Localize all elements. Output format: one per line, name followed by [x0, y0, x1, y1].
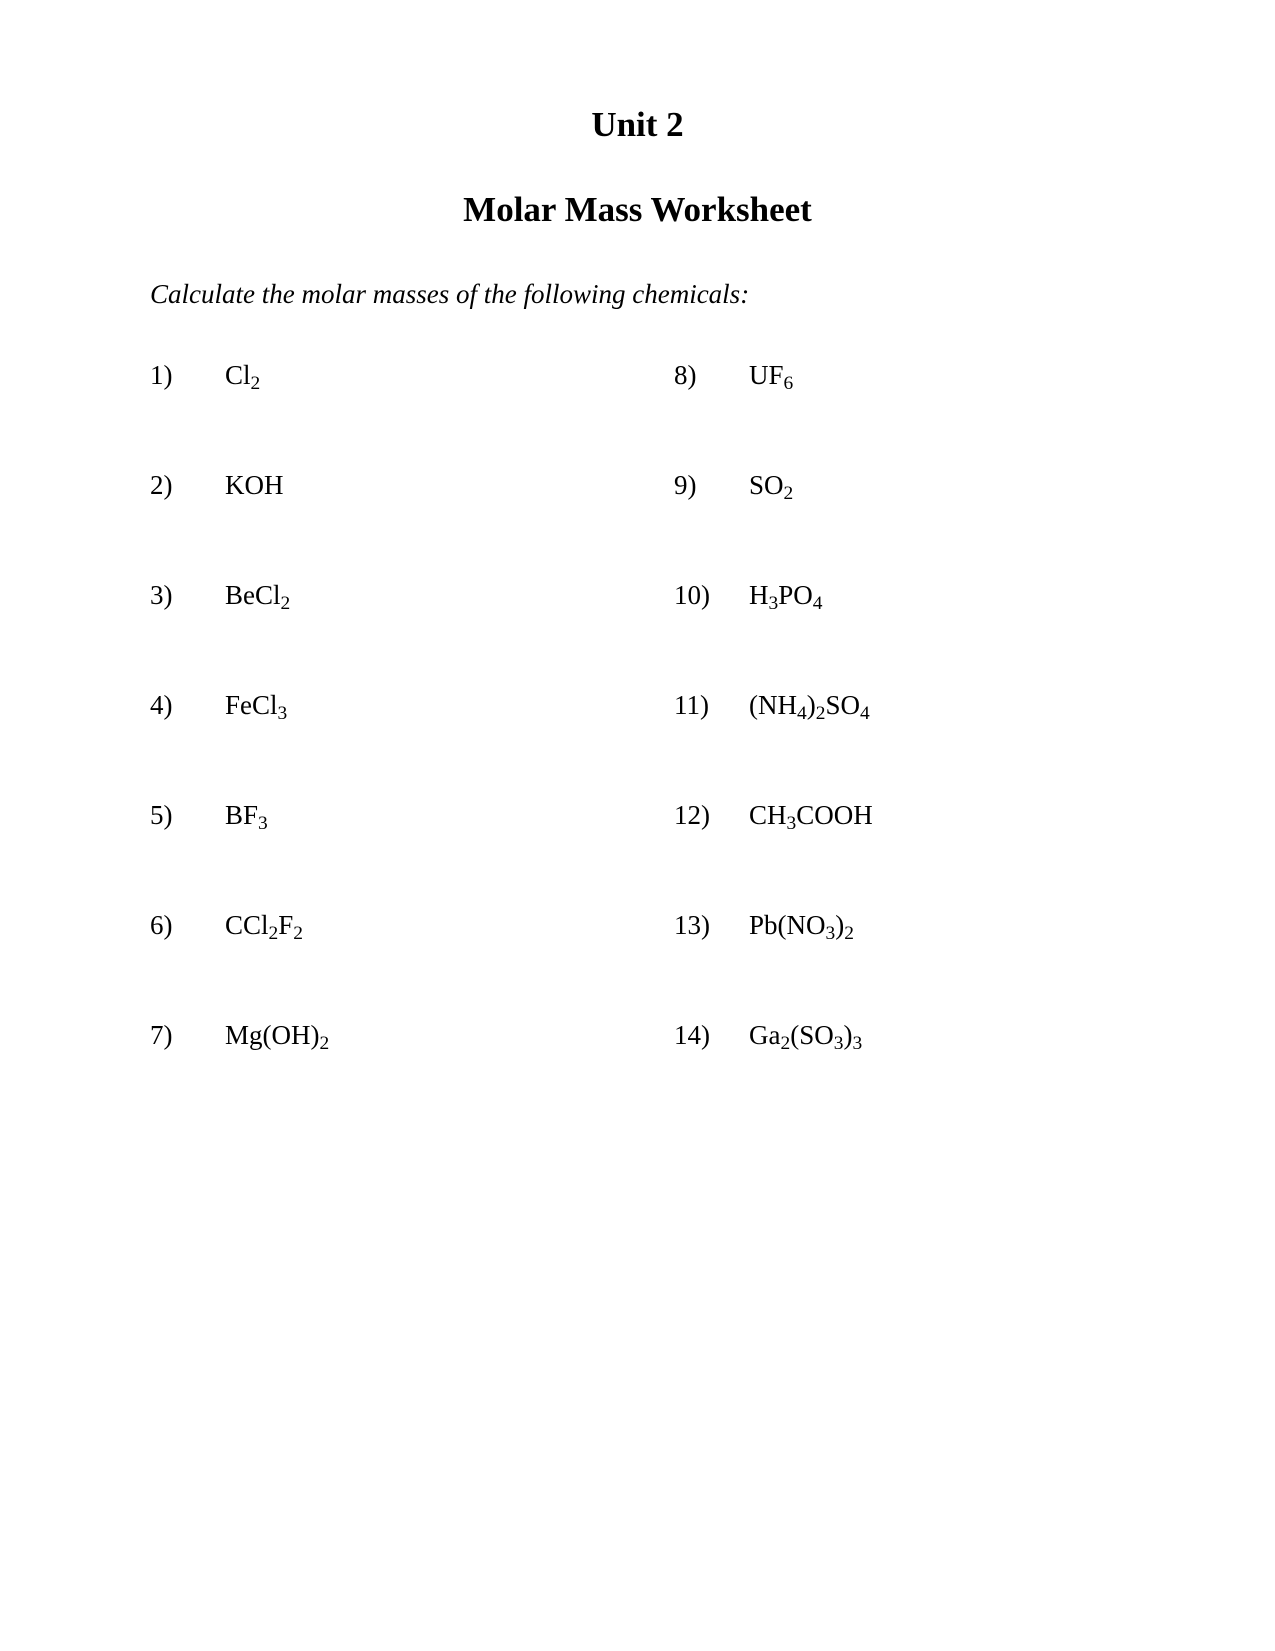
chemical-formula: $UF_6$	[749, 360, 794, 395]
problem-number: 9)	[674, 470, 697, 500]
problem-number: 5)	[150, 800, 173, 830]
chemical-formula: FeCl$_3$	[225, 690, 288, 725]
problem-number: 13)	[674, 910, 710, 940]
problem-item	[674, 578, 873, 688]
problem-number: 4)	[150, 690, 173, 720]
problem-number: 12)	[674, 800, 710, 830]
chemical-formula: $CCl_2F_2$	[225, 910, 303, 945]
problem-item	[150, 798, 674, 908]
instruction-text: Calculate the molar masses of the following chemicals:	[150, 279, 750, 309]
chemical-formula: $SO_2$	[749, 470, 794, 505]
chemical-formula: $Cl_2$	[225, 360, 261, 395]
problem-item	[674, 1018, 873, 1128]
worksheet-title: Molar Mass Worksheet	[463, 190, 812, 229]
problem-item	[674, 688, 873, 798]
problem-number: 6)	[150, 910, 173, 940]
problem-number: 3)	[150, 580, 173, 610]
problem-item	[150, 688, 674, 798]
chemical-formula: $Ga_2(SO_3)_3$	[749, 1020, 863, 1055]
unit-title: Unit 2	[591, 105, 684, 144]
problem-item	[674, 358, 873, 468]
problem-item	[150, 578, 674, 688]
problem-item	[150, 358, 674, 468]
problem-number: 10)	[674, 580, 710, 610]
problem-list	[150, 358, 1275, 1128]
problem-item	[674, 798, 873, 908]
problem-number: 2)	[150, 470, 173, 500]
problem-number: 14)	[674, 1020, 710, 1050]
chemical-formula: KOH	[225, 470, 284, 500]
chemical-formula: $Pb(NO_3)_2$	[749, 910, 854, 945]
chemical-formula: $(NH_4)_2SO_4$	[749, 690, 870, 725]
problem-number: 1)	[150, 360, 173, 390]
chemical-formula: $BF_3$	[225, 800, 268, 835]
problem-number: 11)	[674, 690, 709, 720]
chemical-formula: $Mg(OH)_2$	[225, 1020, 330, 1055]
problem-column-left	[150, 358, 674, 1128]
chemical-formula: $CH_3COOH$	[749, 800, 873, 835]
problem-column-right	[674, 358, 873, 1128]
problem-number: 7)	[150, 1020, 173, 1050]
chemical-formula: $H_3PO_4$	[749, 580, 823, 615]
problem-item	[674, 468, 873, 578]
chemical-formula: BeCl$_2$	[225, 580, 291, 615]
problem-number: 8)	[674, 360, 697, 390]
problem-item	[150, 908, 674, 1018]
problem-item	[150, 468, 674, 578]
problem-item	[674, 908, 873, 1018]
problem-item	[150, 1018, 674, 1128]
